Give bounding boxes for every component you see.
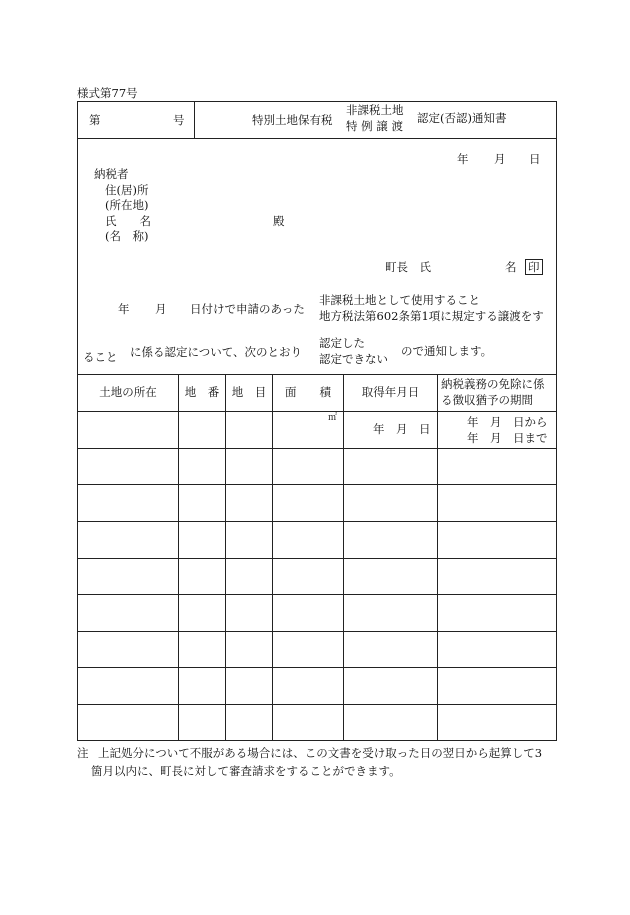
tax-name: 特別土地保有税 — [252, 113, 333, 127]
date-day: 日 — [529, 152, 541, 166]
col-header-area: 面 積 — [285, 385, 331, 399]
kind-option-special-transfer: 特 例 譲 渡 — [346, 119, 403, 133]
notice-title: 認定(否認)通知書 — [417, 111, 507, 125]
issuer-name-char: 名 — [505, 260, 517, 274]
col-header-lot-number: 地 番 — [184, 385, 220, 399]
taxpayer-label: 納税者 — [94, 167, 129, 181]
period-from: 年 月 日から — [467, 415, 548, 429]
note-line-1: 上記処分について不服がある場合には、この文書を受け取った日の翌日から起算して3 — [98, 746, 543, 760]
number-prefix: 第 — [89, 113, 101, 127]
name-label: 氏 名 — [105, 214, 151, 228]
col-header-location: 土地の所在 — [99, 385, 157, 399]
date-month: 月 — [494, 152, 506, 166]
name-alt-label: (名 称) — [105, 229, 149, 243]
body-applied: 日付けで申請のあった — [190, 302, 305, 316]
honorific: 殿 — [273, 214, 285, 228]
area-unit: ㎡ — [328, 413, 338, 423]
form-number: 様式第77号 — [77, 86, 138, 100]
note-line-2: 箇月以内に、町長に対して審査請求をすることができます。 — [91, 764, 401, 778]
issuer-title: 町長 氏 — [385, 260, 431, 274]
body-result-approved: 認定した — [319, 336, 365, 350]
col-header-deferral-period: 納税義務の免除に係る徴収猶予の期間 — [441, 377, 545, 407]
body-year: 年 — [118, 302, 130, 316]
body-suru-koto: ること — [83, 350, 118, 364]
body-concerning: に係る認定について、次のとおり — [130, 345, 303, 359]
note-label: 注 — [77, 746, 89, 760]
acquired-date-placeholder: 年 月 日 — [373, 422, 431, 436]
col-header-acquired-date: 取得年月日 — [361, 385, 420, 399]
date-year: 年 — [457, 152, 469, 166]
period-to: 年 月 日まで — [467, 431, 548, 445]
body-closing: ので通知します。 — [401, 344, 493, 358]
number-suffix: 号 — [173, 113, 185, 127]
seal-mark: 印 — [525, 259, 543, 275]
address-label: 住(居)所 — [105, 183, 149, 197]
col-header-land-category: 地 目 — [231, 385, 267, 399]
body-option-use: 非課税土地として使用すること — [319, 293, 480, 307]
body-result-denied: 認定できない — [319, 352, 388, 366]
kind-option-nontaxable: 非課税土地 — [346, 103, 404, 117]
body-option-transfer: 地方税法第602条第1項に規定する譲渡をす — [319, 309, 544, 323]
location-label: (所在地) — [105, 198, 149, 212]
body-month: 月 — [155, 302, 167, 316]
